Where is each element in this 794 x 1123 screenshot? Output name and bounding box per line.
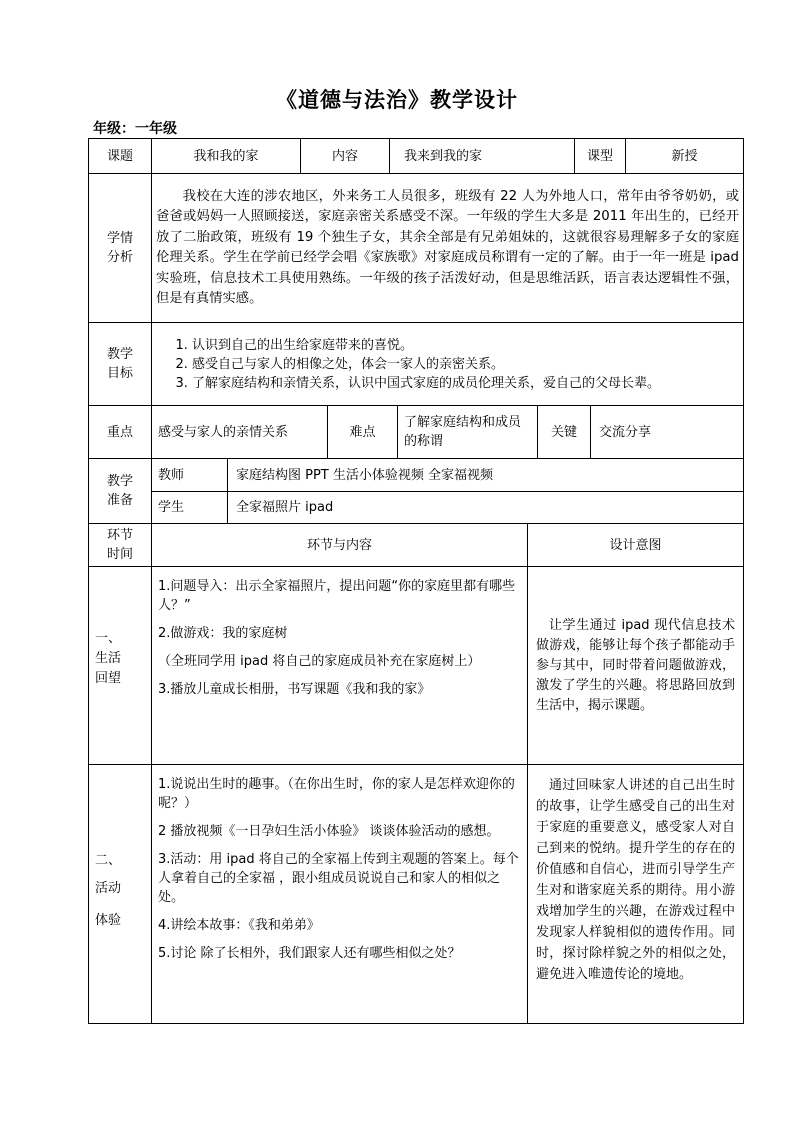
key-label: 重点 — [89, 405, 151, 458]
goals-label: 教学目标 — [89, 322, 151, 405]
goal-item: 2. 感受自己与家人的相像之处，体会一家人的亲密关系。 — [192, 355, 660, 374]
step-item: 1.问题导入：出示全家福照片，提出问题“你的家庭里都有哪些人？” — [158, 579, 516, 613]
content-label: 内容 — [300, 139, 389, 173]
analysis-cell — [151, 173, 743, 322]
stage-2-design: 通过回味家人讲述的自己出生时的故事，让学生感受自己的出生对于家庭的重要意义，感受家人对自己到来的悦纳。提升学生的存在的价值感和自信心，进而引导学生产生对和谐家庭关系的期待。用小游戏增加学生的兴趣，在游戏过程中发现家人样貌相似的遗传作用。同时，探讨除样貌之外的相似之处，避免进入唯遗传论的境地。 — [536, 778, 735, 982]
stage-2-name-line1: 活动 — [95, 881, 122, 896]
analysis-label: 学情分析 — [89, 173, 151, 322]
teacher-materials: 家庭结构图 PPT 生活小体验视频 全家福视频 — [227, 458, 743, 491]
topic-value: 我和我的家 — [151, 139, 300, 173]
stage-content-header: 环节与内容 — [151, 523, 527, 566]
stage-1-design-cell — [527, 566, 743, 764]
step-item: 3.播放儿童成长相册，书写课题《我和我的家》 — [158, 682, 431, 697]
step-item: 2.做游戏：我的家庭树 — [158, 626, 288, 641]
analysis-text: 我校在大连的涉农地区，外来务工人员很多，班级有 22 人为外地人口，常年由爷爷奶奶，或爸爸或妈妈一人照顾接送，家庭亲密关系感受不深。一年级的学生大多是 2011 年出生的，已经开放了二胎政策，班级有 19 个独生子女，其余全部是有兄弟姐妹的，这就很容易理解多子女的家庭伦理关系。学生在学前已经学会唱《家族歌》对家庭成员称谓有一定的了解。由于一年一班是 ipad 实验班，信息技术工具使用熟练。一年级的孩子活泼好动，但是思维活跃，语言表达逻辑性不强，但是有真情实感。 — [156, 188, 739, 306]
step-item: （全班同学用 ipad 将自己的家庭成员补充在家庭树上） — [158, 654, 481, 669]
stage-1-name-line1: 生活 — [95, 651, 122, 666]
document-title: 《道德与法治》教学设计 — [276, 87, 518, 112]
step-item: 2 播放视频《一日孕妇生活小体验》 谈谈体验活动的感想。 — [158, 824, 500, 839]
prep-label: 教学准备 — [89, 458, 151, 523]
goals-cell — [151, 322, 743, 405]
step-item: 3.活动：用 ipad 将自己的全家福上传到主观题的答案上。每个人拿着自己的全家福 ，跟小组成员说说自己和家人的相似之处。 — [158, 852, 519, 905]
goal-item: 3. 了解家庭结构和亲情关系，认识中国式家庭的成员伦理关系，爱自己的父母长辈。 — [192, 374, 660, 393]
stage-time-header: 环节时间 — [89, 523, 151, 566]
stage-1-label — [89, 566, 151, 764]
goal-item: 1. 认识到自己的出生给家庭带来的喜悦。 — [192, 336, 660, 355]
difficult-label: 难点 — [327, 405, 397, 458]
stage-2-number: 二、 — [95, 853, 122, 868]
stage-1-number: 一、 — [95, 631, 122, 646]
teacher-label: 教师 — [151, 458, 227, 491]
stage-1-steps — [151, 566, 527, 764]
stage-1-name-line2: 回望 — [95, 671, 122, 686]
difficult-value: 了解家庭结构和成员的称谓 — [397, 405, 537, 458]
stage-2-steps — [151, 764, 527, 1023]
stage-2-label — [89, 764, 151, 1023]
type-value: 新授 — [625, 139, 743, 173]
crux-value: 交流分享 — [590, 405, 743, 458]
lesson-plan-table — [88, 138, 744, 1024]
grade-label: 年级：一年级 — [93, 121, 177, 137]
step-item: 1.说说出生时的趣事。（在你出生时，你的家人是怎样欢迎你的呢？） — [158, 777, 515, 811]
topic-label: 课题 — [106, 148, 133, 164]
key-value: 感受与家人的亲情关系 — [151, 405, 327, 458]
crux-label: 关键 — [537, 405, 590, 458]
student-materials: 全家福照片 ipad — [227, 491, 743, 523]
step-item: 4.讲绘本故事：《我和弟弟》 — [158, 918, 320, 933]
content-value: 我来到我的家 — [389, 139, 574, 173]
design-intent-header: 设计意图 — [527, 523, 743, 566]
student-label: 学生 — [151, 491, 227, 523]
type-label: 课型 — [574, 139, 625, 173]
stage-1-design: 让学生通过 ipad 现代信息技术做游戏，能够让每个孩子都能动手参与其中，同时带着问题做游戏，激发了学生的兴趣。将思路回放到生活中，揭示课题。 — [536, 617, 735, 713]
goals-list — [152, 336, 664, 393]
stage-2-name-line2: 体验 — [95, 913, 122, 928]
stage-2-design-cell — [527, 764, 743, 1023]
step-item: 5.讨论 除了长相外，我们跟家人还有哪些相似之处？ — [158, 946, 461, 961]
